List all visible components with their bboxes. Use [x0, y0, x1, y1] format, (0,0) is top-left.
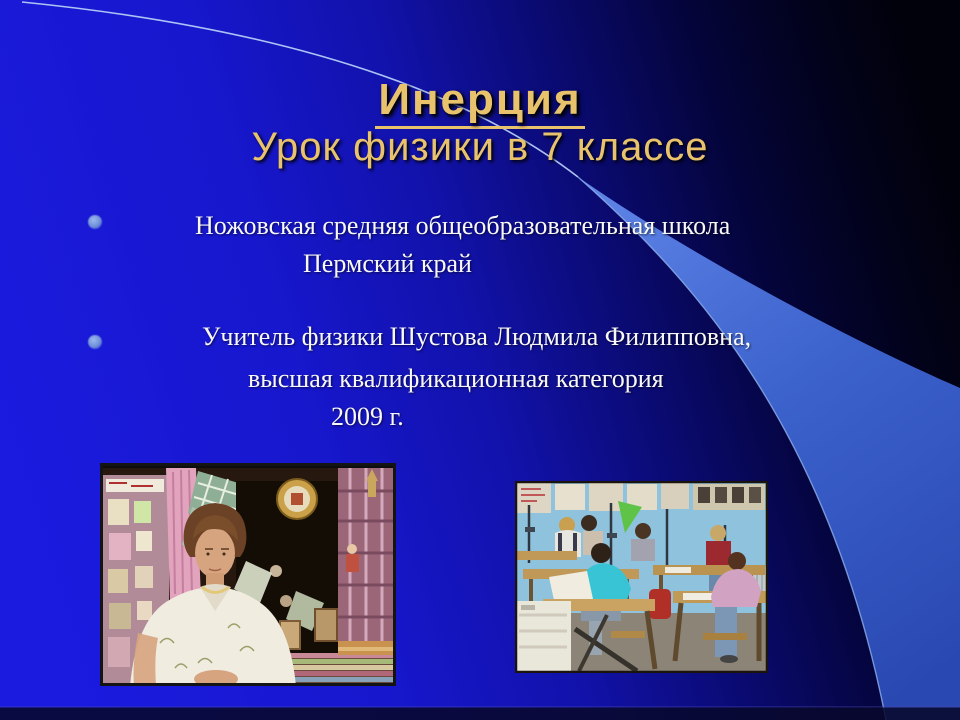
bullet-dot [88, 215, 102, 229]
bullet-text-line: Ножовская средняя общеобразовательная школа [195, 211, 731, 240]
slide-subtitle: Урок физики в 7 классе [251, 125, 709, 169]
white-machine [515, 601, 571, 673]
bullet-text-line: Пермский край [303, 249, 472, 278]
slide-title [0, 76, 960, 124]
teacher-photo [100, 463, 396, 686]
bottom-strip-highlight [0, 706, 960, 708]
bottom-strip [0, 708, 960, 720]
bullet-text-line: Учитель физики Шустова Людмила Филипповна, [202, 322, 752, 351]
classroom-photo [515, 481, 768, 673]
bullet-text-line: высшая квалификационная категория [248, 364, 664, 393]
slide-title-text: Инерция [375, 75, 584, 129]
bullet-text-line: 2009 г. [331, 402, 404, 431]
bullet-dot [88, 335, 102, 349]
emblem [277, 479, 317, 519]
